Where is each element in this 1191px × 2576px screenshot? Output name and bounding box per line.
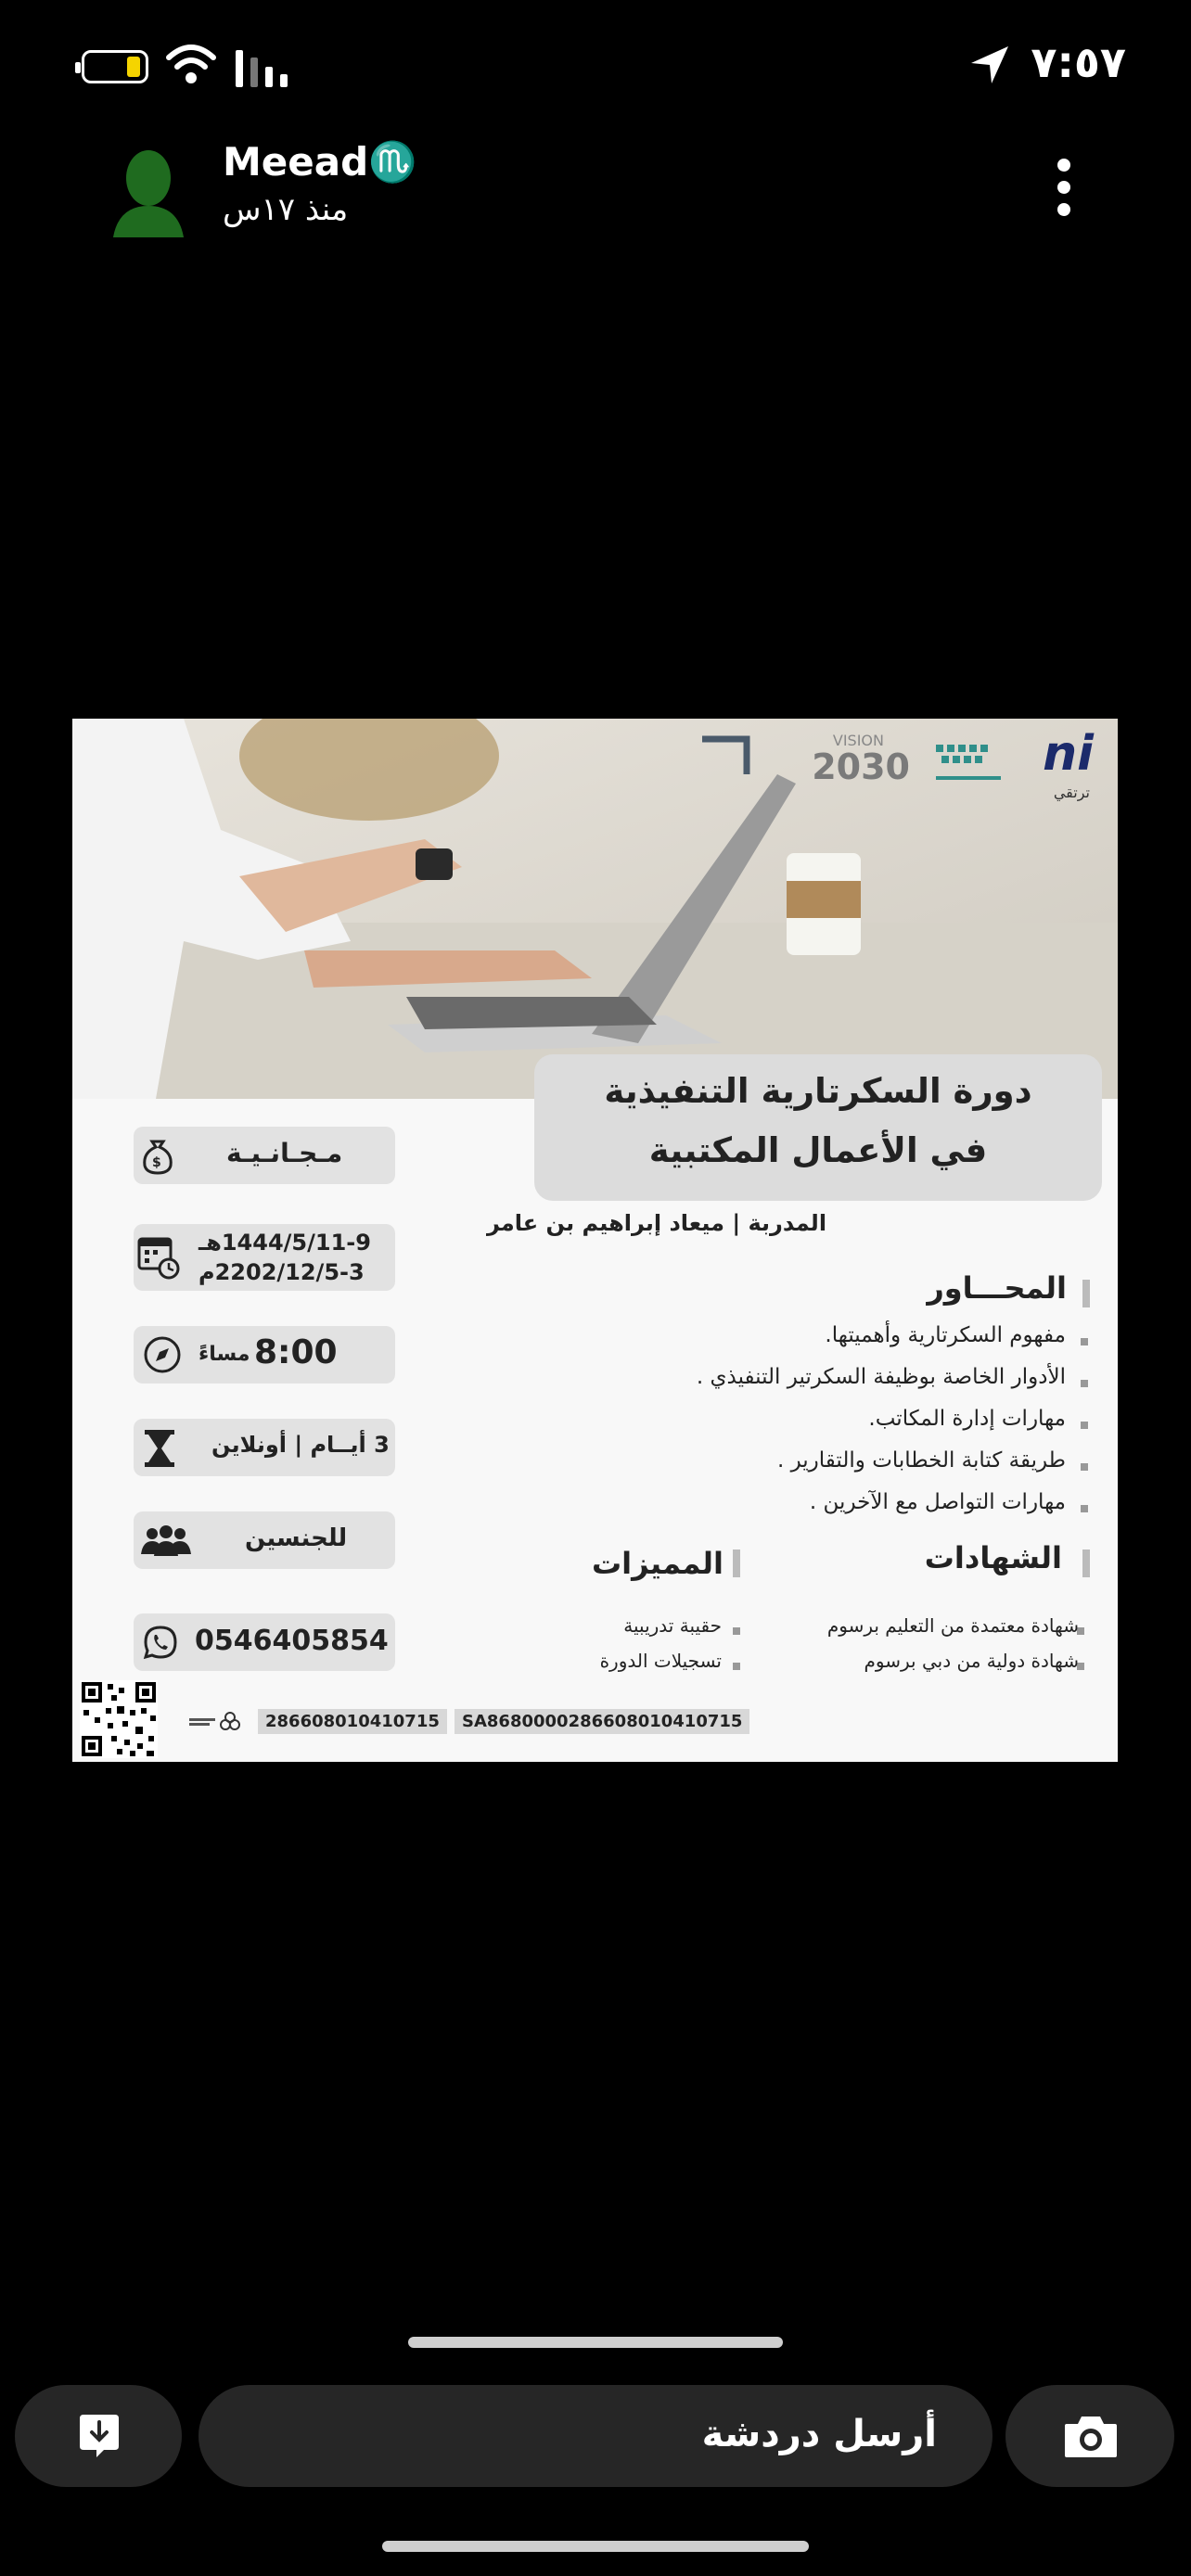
course-title-line2: في الأعمال المكتبية [648, 1130, 988, 1170]
account-number: 286608010410715 [258, 1709, 447, 1734]
camera-icon [1063, 2413, 1119, 2459]
post-time: منذ ١٧س [223, 191, 349, 228]
axis-item: مهارات التواصل مع الآخرين . [809, 1490, 1066, 1514]
bullet [1081, 1380, 1088, 1387]
save-download-icon [78, 2413, 121, 2459]
axis-item: مفهوم السكرتارية وأهميتها. [825, 1323, 1066, 1347]
calendar-icon [137, 1233, 180, 1280]
price-text: مـجـانـيـة [226, 1138, 343, 1168]
trainer-name: المدربة | ميعاد إبراهيم بن عامر [486, 1210, 827, 1236]
whatsapp-icon [143, 1625, 178, 1660]
avatar-icon[interactable] [109, 148, 187, 237]
bullet [733, 1627, 740, 1635]
save-button[interactable] [15, 2385, 182, 2487]
certs-heading: الشهادات [924, 1540, 1062, 1575]
bullet [1081, 1505, 1088, 1512]
hourglass-icon [143, 1430, 176, 1467]
bullet [733, 1663, 740, 1670]
time-pill [134, 1326, 395, 1384]
bank-logo [189, 1711, 245, 1731]
axis-item: الأدوار الخاصة بوظيفة السكرتير التنفيذي . [696, 1365, 1066, 1389]
bullet [1081, 1338, 1088, 1345]
phone-pill [134, 1613, 395, 1671]
camera-button[interactable] [1005, 2385, 1174, 2487]
time-value: 8:00 [254, 1333, 338, 1371]
brand-name: ترتقي [1053, 784, 1090, 801]
feature-item: حقيبة تدريبية [623, 1614, 722, 1637]
cert-item: شهادة دولية من دبي برسوم [864, 1650, 1079, 1672]
vision-2030-logo: 2030 [812, 746, 910, 787]
features-heading-bar [733, 1549, 740, 1577]
status-time: ٧:٥٧ [1031, 37, 1126, 87]
features-heading: المميزات [592, 1546, 724, 1581]
svg-text:$: $ [152, 1155, 161, 1170]
course-title-box [534, 1054, 1102, 1201]
ministry-logo [927, 735, 1010, 800]
duration-text: 3 أيــام | أونلاين [211, 1432, 390, 1458]
date-gregorian: 2202/12/5-3م [198, 1259, 365, 1285]
bullet [1081, 1422, 1088, 1429]
date-pill [134, 1224, 395, 1291]
phone-number: 0546405854 [195, 1625, 389, 1657]
user-name[interactable]: Meead♏️ [223, 139, 417, 185]
certs-heading-bar [1082, 1549, 1090, 1577]
price-pill [134, 1127, 395, 1184]
more-vertical-icon[interactable] [1048, 158, 1080, 217]
iban-number: SA8680000286608010410715 [455, 1709, 749, 1734]
duration-pill [134, 1419, 395, 1476]
corner-bracket-icon [698, 735, 750, 778]
clock-icon [143, 1335, 182, 1374]
audience-text: للجنسين [245, 1524, 348, 1552]
people-icon [141, 1524, 191, 1556]
feature-item: تسجيلات الدورة [599, 1650, 722, 1672]
sponsor-logos [685, 726, 1103, 819]
audience-pill [134, 1511, 395, 1569]
axes-heading-bar [1082, 1280, 1090, 1307]
vision-label: VISION [832, 732, 884, 749]
money-bag-icon [139, 1138, 176, 1175]
location-arrow-icon [969, 45, 1010, 85]
story-image[interactable] [72, 719, 1118, 1762]
time-suffix: مساءً [198, 1343, 250, 1366]
date-hijri: 1444/5/11-9هـ [198, 1230, 371, 1256]
chat-placeholder: أرسل دردشة [701, 2413, 937, 2455]
axes-heading: المحـــاور [927, 1270, 1067, 1306]
axis-item: مهارات إدارة المكاتب. [868, 1407, 1066, 1431]
home-indicator[interactable] [382, 2541, 809, 2552]
signal-icon [236, 50, 291, 87]
axis-item: طريقة كتابة الخطابات والتقارير . [776, 1448, 1066, 1473]
battery-icon [82, 50, 148, 83]
course-title-line1: دورة السكرتارية التنفيذية [604, 1071, 1032, 1111]
cert-item: شهادة معتمدة من التعليم برسوم [826, 1614, 1079, 1637]
bullet [1081, 1463, 1088, 1471]
brand-logo: ni [1043, 726, 1094, 782]
qr-code [80, 1680, 158, 1758]
wifi-icon [165, 43, 217, 85]
chat-input[interactable] [198, 2385, 992, 2487]
scrub-bar[interactable] [408, 2337, 783, 2348]
